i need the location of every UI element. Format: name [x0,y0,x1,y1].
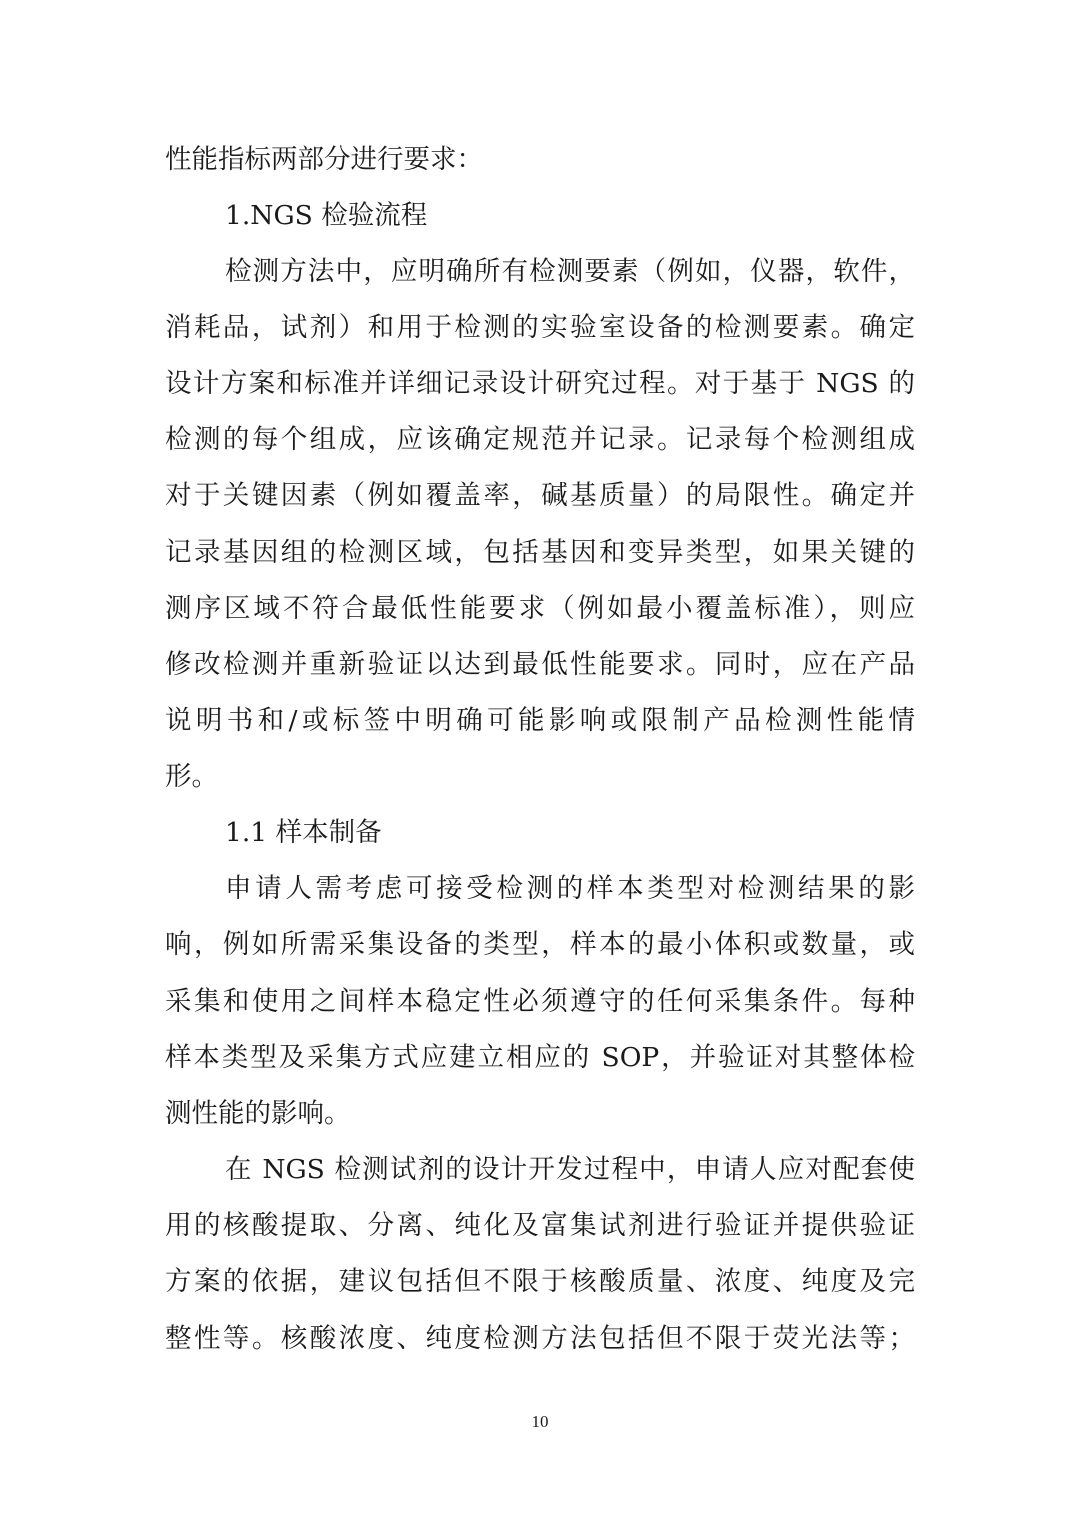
text-line: 形。 [165,761,218,792]
text-line: 用的核酸提取、分离、纯化及富集试剂进行验证并提供验证 [165,1210,915,1241]
text-line: 测序区域不符合最低性能要求（例如最小覆盖标准），则应 [165,593,915,624]
section-heading: 1.NGS 检验流程 [225,200,428,231]
text-line: 测性能的影响。 [165,1098,351,1129]
text-line: 采集和使用之间样本稳定性必须遵守的任何采集条件。每种 [165,986,915,1017]
text-line: 申请人需考虑可接受检测的样本类型对检测结果的影 [225,873,915,904]
text-line: 设计方案和标准并详细记录设计研究过程。对于基于 NGS 的 [165,368,915,399]
text-line: 在 NGS 检测试剂的设计开发过程中，申请人应对配套使 [225,1154,915,1185]
text-line: 记录基因组的检测区域，包括基因和变异类型，如果关键的 [165,537,915,568]
section-heading: 1.1 样本制备 [225,817,382,848]
text-line: 响，例如所需采集设备的类型，样本的最小体积或数量，或 [165,929,915,960]
text-line: 对于关键因素（例如覆盖率，碱基质量）的局限性。确定并 [165,480,915,511]
text-line: 检测的每个组成，应该确定规范并记录。记录每个检测组成 [165,424,915,455]
page-number: 10 [531,1412,549,1431]
text-line: 消耗品，试剂）和用于检测的实验室设备的检测要素。确定 [165,312,915,343]
text-line: 检测方法中，应明确所有检测要素（例如，仪器，软件， [225,256,915,287]
text-line: 修改检测并重新验证以达到最低性能要求。同时，应在产品 [165,649,915,680]
text-line: 性能指标两部分进行要求： [165,144,483,175]
text-line: 整性等。核酸浓度、纯度检测方法包括但不限于荧光法等； [165,1323,915,1354]
text-line: 说明书和/或标签中明确可能影响或限制产品检测性能情 [165,705,915,736]
text-line: 方案的依据，建议包括但不限于核酸质量、浓度、纯度及完 [165,1266,915,1297]
text-line: 样本类型及采集方式应建立相应的 SOP，并验证对其整体检 [165,1042,915,1073]
